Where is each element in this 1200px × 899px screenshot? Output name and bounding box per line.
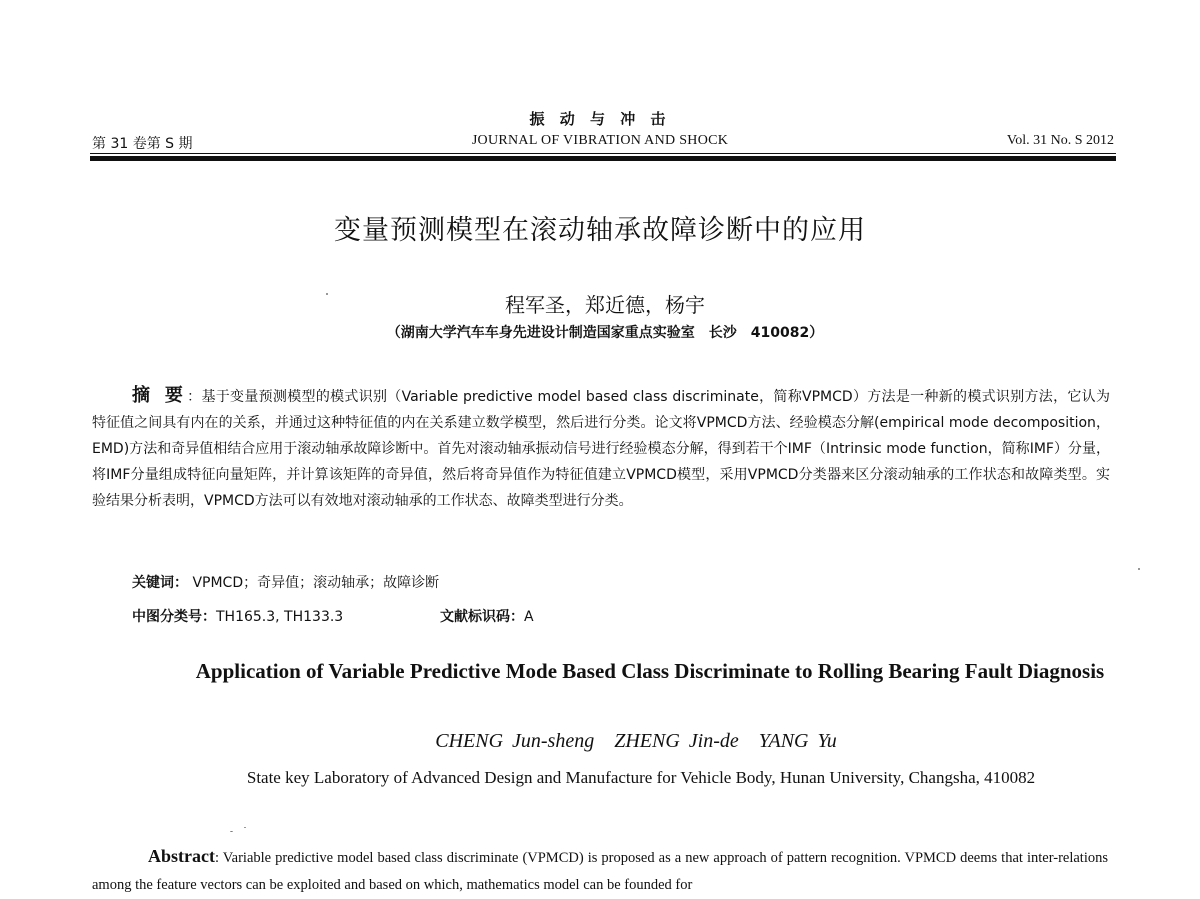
keywords-text: VPMCD；奇异值；滚动轴承；故障诊断 [188,575,440,591]
scan-speck [244,827,246,828]
authors-en: CHENG Jun-sheng ZHENG Jin-de YANG Yu [435,730,837,752]
classification-number [132,606,343,626]
header-rule-thin [90,153,1116,154]
affiliation-en: State key Laboratory of Advanced Design and Manufacture for Vehicle Body, Hunan University, Changsha, 410082 [246,768,1036,787]
issue-number: 第 31 卷第 S 期 [92,136,193,152]
abstract-cn [92,383,1110,514]
keywords-cn [132,572,439,592]
scan-speck [230,831,233,832]
paper-title-en: Application of Variable Predictive Mode Based Class Discriminate to Rolling Bearing Fault Diagnosis [195,659,1105,683]
document-code [440,606,534,626]
abstract-cn-label: 摘 要 [132,385,188,406]
volume-info: Vol. 31 No. S 2012 [1006,133,1114,148]
doc-code-text: A [524,609,534,625]
paper-title-cn: 变量预测模型在滚动轴承故障诊断中的应用 [334,215,866,246]
keywords-label: 关键词： [132,575,188,591]
journal-name-en: JOURNAL OF VIBRATION AND SHOCK [471,133,729,148]
doc-code-label: 文献标识码： [440,609,524,625]
journal-name-cn: 振 动 与 冲 击 [529,110,671,128]
scan-speck [326,293,328,295]
abstract-en-label: Abstract [148,846,215,866]
affiliation-cn: （湖南大学汽车车身先进设计制造国家重点实验室 长沙 410082） [386,325,824,341]
abstract-cn-text: ：基于变量预测模型的模式识别（Variable predictive model based class discriminate，简称VPMCD）方法是一种新的模式识别方法，它认为特征值之间具有内在的关系，并通过这种特征值的内在关系建立数学模型，然后进行分类。论文将VPMCD方法、经验模态分解(empirical mode decomposition，EMD)方法和奇异值相结合应用于滚动轴承故障诊断中。首先对滚动轴承振动信号进行经验模态分解，得到若干个IMF（Intrinsic mode function，简称IMF）分量，将IMF分量组成特征向量矩阵，并计算该矩阵的奇异值，然后将奇异值作为特征值建立VPMCD模型，采用VPMCD分类器来区分滚动轴承的工作状态和故障类型。实验结果分析表明，VPMCD方法可以有效地对滚动轴承的工作状态、故障类型进行分类。 [92,389,1110,509]
classification-text: TH165.3, TH133.3 [216,609,344,625]
abstract-en-text: : Variable predictive model based class discriminate (VPMCD) is proposed as a new approach of pattern recognition. VPMCD deems that inter-relations among the feature vectors can be exploited and based on which, mathematics model can be founded for [92,850,1108,893]
abstract-en [92,843,1108,899]
classification-label: 中图分类号： [132,609,216,625]
scan-speck [1138,568,1140,570]
authors-cn: 程军圣，郑近德，杨宇 [505,293,705,317]
header-rule-thick [90,156,1116,161]
